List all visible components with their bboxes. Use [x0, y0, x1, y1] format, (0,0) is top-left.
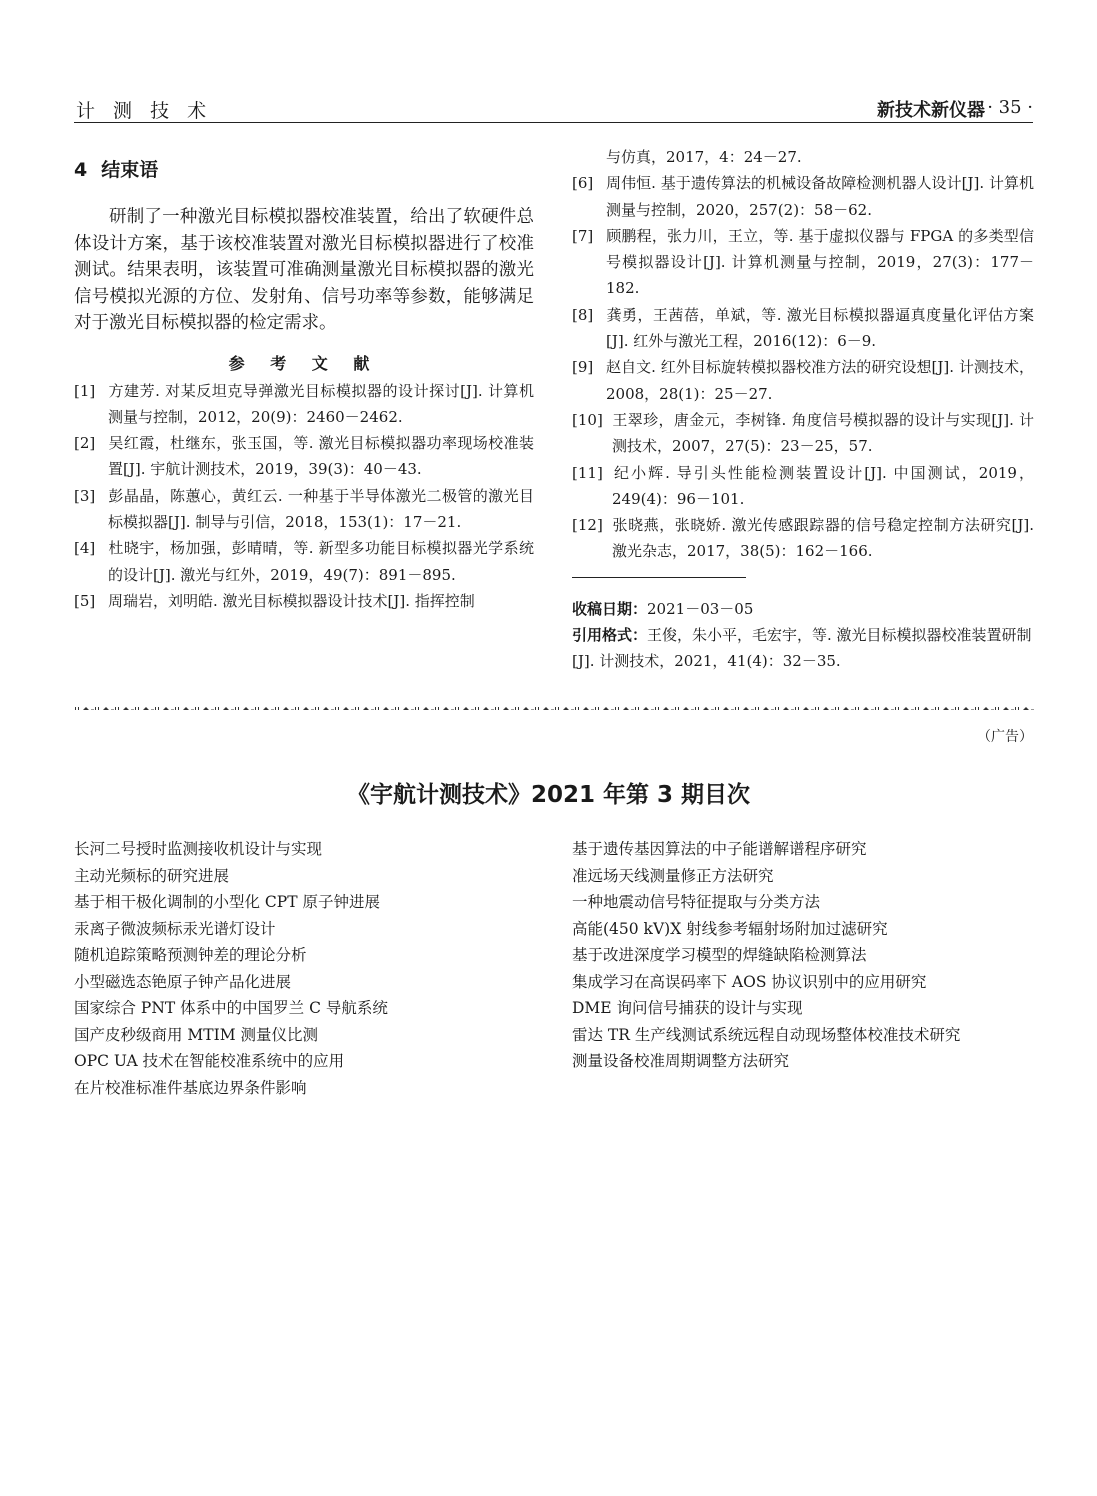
- reference-item: [3] 彭晶晶，陈蕙心，黄红云. 一种基于半导体激光二极管的激光目标模拟器[J]. 制导与引信，2018，153(1)：17－21.: [74, 486, 534, 531]
- toc-item: OPC UA 技术在智能校准系统中的应用: [74, 1052, 345, 1070]
- decorative-divider: [74, 700, 1034, 710]
- divider-pattern: [74, 705, 1034, 710]
- toc-right-list: [572, 836, 960, 1075]
- toc-item: 高能(450 kV)X 射线参考辐射场附加过滤研究: [572, 919, 888, 938]
- toc-title: 《宇航计测技术》2021 年第 3 期目次: [346, 782, 751, 808]
- right-column: [572, 144, 1034, 675]
- journal-name: 计 测 技 术: [76, 100, 213, 122]
- reference-item: [12] 张晓燕，张晓娇. 激光传感跟踪器的信号稳定控制方法研究[J]. 激光杂志，2017，38(5)：162－166.: [572, 516, 1034, 561]
- section-title: 结束语: [101, 159, 159, 181]
- toc-item: 主动光频标的研究进展: [74, 866, 230, 885]
- citation-format: 引用格式：王俊，朱小平，毛宏宇，等. 激光目标模拟器校准装置研制[J]. 计测技术，2021，41(4)：32－35.: [572, 626, 1032, 671]
- reference-item: [1] 方建芳. 对某反坦克导弹激光目标模拟器的设计探讨[J]. 计算机测量与控制，2012，20(9)：2460－2462.: [74, 381, 534, 426]
- toc-item: 基于遗传基因算法的中子能谱解谱程序研究: [572, 840, 867, 858]
- reference-item: [10] 王翠珍，唐金元，李树锋. 角度信号模拟器的设计与实现[J]. 计测技术，2007，27(5)：23－25，57.: [572, 410, 1034, 456]
- toc-item: 准远场天线测量修正方法研究: [572, 866, 774, 885]
- toc-item: 在片校准标准件基底边界条件影响: [74, 1078, 307, 1097]
- section-number: 4: [74, 159, 88, 181]
- reference-continuation: 与仿真，2017，4：24－27.: [606, 148, 802, 166]
- toc-item: 基于相干极化调制的小型化 CPT 原子钟进展: [74, 893, 380, 911]
- toc-item: DME 询问信号捕获的设计与实现: [572, 999, 803, 1017]
- advertisement-tag: （广告）: [977, 729, 1033, 745]
- reference-item: [2] 吴红霞，杜继东，张玉国，等. 激光目标模拟器功率现场校准装置[J]. 宇航计测技术，2019，39(3)：40－43.: [74, 434, 534, 479]
- toc-item: 雷达 TR 生产线测试系统远程自动现场整体校准技术研究: [572, 1025, 961, 1044]
- reference-item: [8] 龚勇，王茜蓓，单斌，等. 激光目标模拟器逼真度量化评估方案[J]. 红外与激光工程，2016(12)：6－9.: [572, 305, 1034, 351]
- section-heading: [74, 155, 534, 182]
- toc-item: 随机追踪策略预测钟差的理论分析: [74, 946, 307, 964]
- toc-item: 长河二号授时监测接收机设计与实现: [74, 840, 323, 858]
- section-name: 新技术新仪器: [877, 100, 985, 121]
- toc-item: 国产皮秒级商用 MTIM 测量仪比测: [74, 1025, 319, 1044]
- header-rule: [74, 122, 1033, 123]
- left-column: [74, 155, 534, 614]
- toc-left-list: [74, 836, 388, 1101]
- received-date: 收稿日期：2021－03－05: [572, 599, 754, 618]
- reference-item: [4] 杜晓宇，杨加强，彭晴晴，等. 新型多功能目标模拟器光学系统的设计[J]. 激光与红外，2019，49(7)：891－895.: [74, 539, 534, 584]
- toc-item: 小型磁选态铯原子钟产品化进展: [74, 972, 292, 991]
- footnote-rule: [572, 577, 746, 578]
- toc-item: 一种地震动信号特征提取与分类方法: [572, 893, 821, 911]
- reference-item: [6] 周伟恒. 基于遗传算法的机械设备故障检测机器人设计[J]. 计算机测量与控制，2020，257(2)：58－62.: [572, 174, 1034, 219]
- toc-item: 国家综合 PNT 体系中的中国罗兰 C 导航系统: [74, 999, 388, 1017]
- references-heading: 参 考 文 献: [228, 353, 380, 373]
- page-number: · 35 ·: [987, 97, 1033, 118]
- toc-item: 集成学习在高误码率下 AOS 协议识别中的应用研究: [572, 972, 927, 991]
- reference-item: [7] 顾鹏程，张力川，王立，等. 基于虚拟仪器与 FPGA 的多类型信号模拟器设计[J]. 计算机测量与控制，2019，27(3)：177－182.: [572, 226, 1034, 298]
- toc-item: 汞离子微波频标汞光谱灯设计: [74, 919, 276, 938]
- conclusion-paragraph: 研制了一种激光目标模拟器校准装置，给出了软硬件总体设计方案，基于该校准装置对激光目标模拟器进行了校准测试。结果表明，该装置可准确测量激光目标模拟器的激光信号模拟光源的方位、发射角、信号功率等参数，能够满足对于激光目标模拟器的检定需求。: [74, 207, 534, 333]
- reference-item: [11] 纪小辉. 导引头性能检测装置设计[J]. 中国测试，2019，249(4)：96－101.: [572, 463, 1034, 508]
- reference-item: [5] 周瑞岩，刘明皓. 激光目标模拟器设计技术[J]. 指挥控制: [74, 591, 475, 610]
- toc-item: 测量设备校准周期调整方法研究: [572, 1052, 790, 1070]
- reference-item: [9] 赵自文. 红外目标旋转模拟器校准方法的研究设想[J]. 计测技术，2008，28(1)：25－27.: [572, 358, 1034, 403]
- toc-item: 基于改进深度学习模型的焊缝缺陷检测算法: [572, 946, 867, 964]
